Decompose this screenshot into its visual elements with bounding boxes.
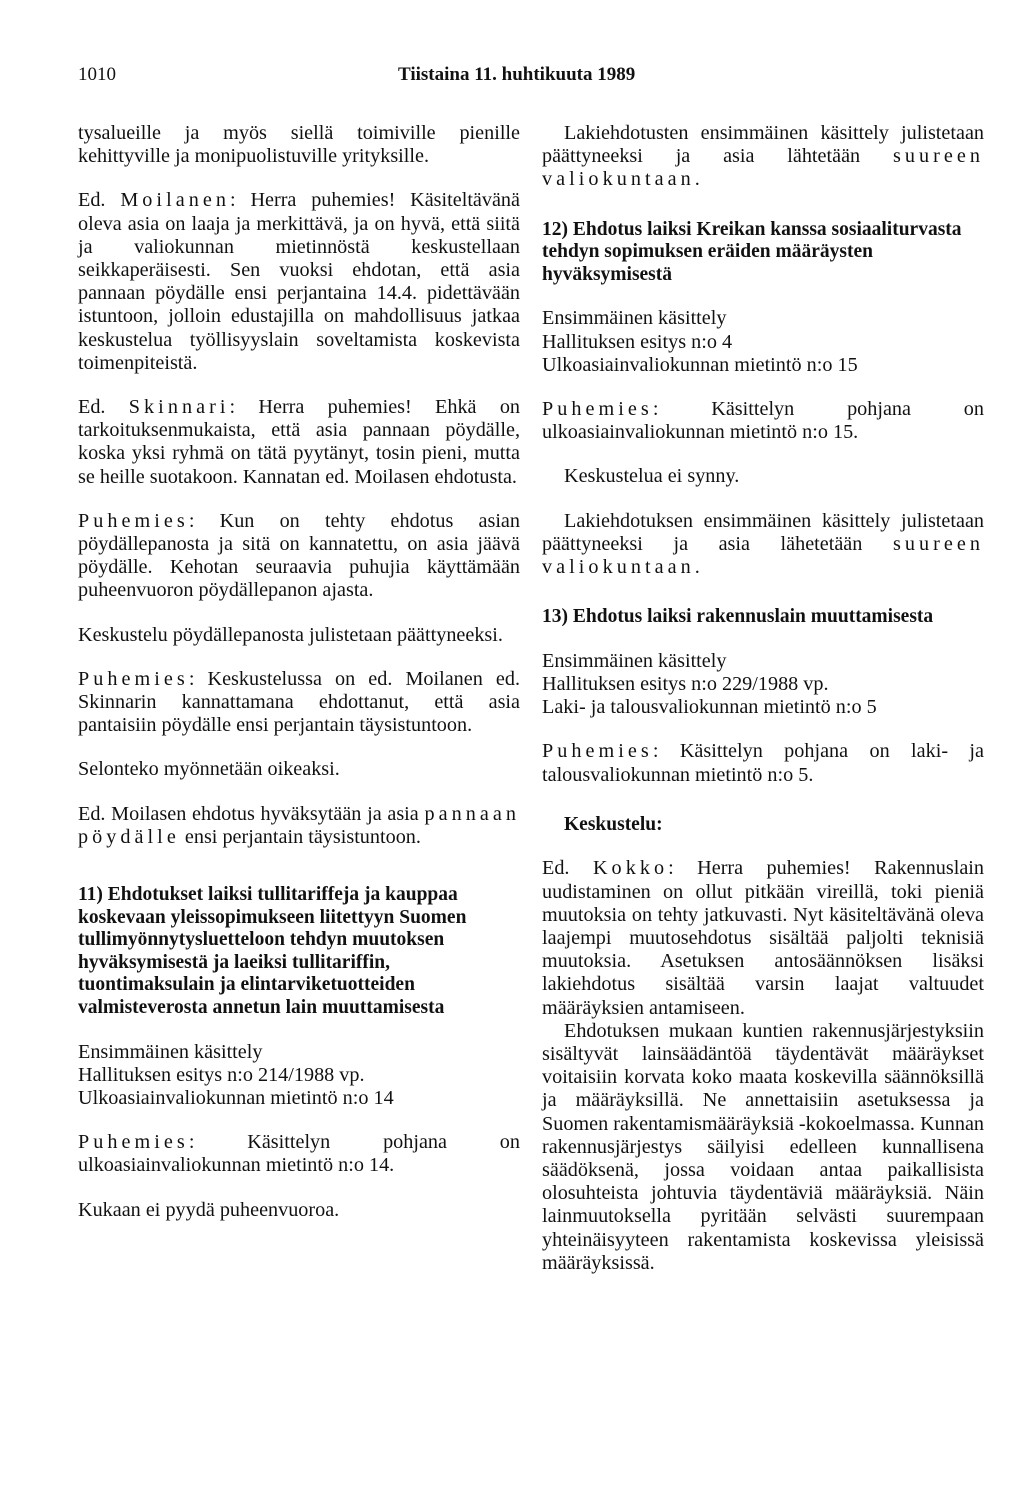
- speech-puhemies: [542, 740, 984, 786]
- page-number: 1010: [78, 64, 116, 85]
- speech-puhemies: [78, 668, 520, 738]
- speech-text: : Kun on tehty ehdotus asian pöydällepanosta ja sitä on kannatettu, on asia jäävä pöydälle. Kehotan seuraavia puhujia käyttämään puheenvuoron pöydällepanon ajasta.: [78, 509, 520, 602]
- speech-puhemies: [542, 398, 984, 444]
- paragraph: Selonteko myönnetään oikeaksi.: [78, 758, 340, 781]
- government-proposal: Hallituksen esitys n:o 4: [542, 330, 733, 353]
- speaker-name: Puhemies: [542, 740, 653, 763]
- paragraph: Keskustelu pöydällepanosta julistetaan päättyneeksi.: [78, 623, 503, 646]
- speaker-name: Puhemies: [78, 509, 189, 532]
- speech-prefix: Ed.: [78, 396, 106, 419]
- speech-moilanen: [78, 189, 520, 375]
- speaker-name: Skinnari: [128, 396, 230, 419]
- paragraph: Kukaan ei pyydä puheenvuoroa.: [78, 1198, 340, 1221]
- paragraph: Keskustelua ei synny.: [564, 465, 740, 488]
- speech-puhemies: [78, 1131, 520, 1177]
- speech-text: : Keskustelussa on ed. Moilanen ed. Skinnarin kannattamana ehdottanut, että asia pantaisiin pöydälle ensi perjantain täysistuntoon.: [78, 667, 520, 737]
- speech-text: : Herra puhemies! Rakennuslain uudistaminen on ollut pitkään vireillä, toki pieniä muutoksia on tehty jatkuvasti. Nyt käsiteltävänä oleva laajempi muutosehdotus sisältää paljolti teknisiä muutoksia. Asetuksen antosäännöksen lisäksi lakiehdotus sisältää varsin laajat valtuudet määräyksien antamiseen.: [542, 857, 984, 1019]
- page-header: [0, 64, 1024, 94]
- text-part: Ed. Moilasen ehdotus hyväksytään ja asia: [78, 802, 419, 825]
- spaced-text: pannaan pöydälle: [78, 802, 521, 848]
- discussion-heading: Keskustelu:: [564, 813, 663, 835]
- speech-puhemies: [78, 510, 520, 603]
- agenda-item-13-heading: 13) Ehdotus laiksi rakennuslain muuttamisesta: [542, 606, 934, 628]
- speaker-name: Puhemies: [78, 667, 189, 690]
- decision-paragraph: [542, 122, 984, 192]
- processing-stage: Ensimmäinen käsittely: [78, 1040, 263, 1063]
- committee-report: Laki- ja talousvaliokunnan mietintö n:o 5: [542, 696, 877, 719]
- agenda-item-12-heading: 12) Ehdotus laiksi Kreikan kanssa sosiaaliturvasta tehdyn sopimuksen eräiden määräysten hyväksymisestä: [542, 218, 962, 285]
- agenda-item-11-heading: 11) Ehdotukset laiksi tullitariffeja ja kauppaa koskevaan yleissopimukseen liitettyyn Suomen tullimyönnytysluetteloon tehdyn muutoksen hyväksymisestä ja laeiksi tullitariffin, tuontimaksulain ja elintarviketuotteiden valmisteverosta annetun lain muuttamisesta: [78, 884, 467, 1019]
- right-column: [542, 122, 984, 1296]
- decision-paragraph: [542, 510, 984, 580]
- speaker-name: Moilanen: [120, 189, 231, 212]
- speaker-name: Puhemies: [542, 398, 653, 420]
- committee-report: Ulkoasiainvaliokunnan mietintö n:o 14: [78, 1087, 394, 1110]
- paragraph: Ehdotuksen mukaan kuntien rakennusjärjestyksiin sisältyvät lainsäädäntöä täydentävät määräykset voitaisiin korvata koko maata koskevilla säännöksillä ja määräyksillä. Ne annettaisiin asetuksessa ja Suomen rakentamismääräyksiä -kokoelmassa. Kunnan rakennusjärjestys säilyisi edelleen kunnallisena säädöksenä, jossa voidaan antaa paikallisista olosuhteista johtuvia täydentäviä määräyksiä. Näin lainmuutoksella pyritään selvästi suurempaan yhteinäisyyteen rakentamista koskevissa yleisissä määräyksissä.: [542, 1019, 984, 1274]
- paragraph: tysalueille ja myös siellä toimiville pienille kehittyville ja monipuolistuville yrityksille.: [78, 122, 520, 168]
- processing-stage: Ensimmäinen käsittely: [542, 649, 727, 672]
- speech-text: : Käsittelyn pohjana on ulkoasiainvaliokunnan mietintö n:o 14.: [78, 1131, 520, 1177]
- running-title: Tiistaina 11. huhtikuuta 1989: [398, 64, 636, 85]
- spaced-text: suureen valiokuntaan.: [542, 145, 984, 191]
- decision-paragraph: [78, 803, 520, 849]
- left-column: [78, 122, 520, 1243]
- committee-report: Ulkoasiainvaliokunnan mietintö n:o 15: [542, 353, 858, 376]
- text-part: Lakiehdotusten ensimmäinen käsittely julistetaan päättyneeksi ja asia lähtetään: [542, 122, 984, 168]
- processing-stage: Ensimmäinen käsittely: [542, 307, 727, 330]
- government-proposal: Hallituksen esitys n:o 229/1988 vp.: [542, 673, 829, 696]
- speech-text: : Herra puhemies! Ehkä on tarkoituksenmukaista, että asia pannaan pöydälle, koska yksi ryhmä on tätä pyytänyt, tosin pieni, mutta se heille suotakoon. Kannatan ed. Moilasen ehdotusta.: [78, 396, 521, 488]
- speech-prefix: Ed.: [78, 189, 106, 212]
- speech-text: : Käsittelyn pohjana on laki- ja talousvaliokunnan mietintö n:o 5.: [542, 740, 984, 786]
- speech-prefix: Ed.: [542, 857, 570, 880]
- speech-skinnari: [78, 396, 520, 489]
- speech-text: : Herra puhemies! Käsiteltävänä oleva asia on laaja ja merkittävä, ja on hyvä, että siitä ja valiokunnan mietinnöstä keskustellaan seikkaperäisesti. Sen vuoksi ehdotan, että asia pannaan pöydälle ensi perjantaina 14.4. pidettävään istuntoon, jolloin edustajilla on mahdollisuus jatkaa keskustelua työllisyyslain soveltamista koskevista toimenpiteistä.: [78, 189, 520, 374]
- speech-text: : Käsittelyn pohjana on ulkoasiainvaliokunnan mietintö n:o 15.: [542, 398, 984, 444]
- spaced-text: suureen valiokuntaan.: [542, 532, 985, 579]
- text-part: ensi perjantain täysistuntoon.: [184, 825, 421, 848]
- speaker-name: Puhemies: [78, 1131, 189, 1154]
- speech-kokko: [542, 857, 984, 1019]
- text-part: Lakiehdotuksen ensimmäinen käsittely julistetaan päättyneeksi ja asia lähetetään: [542, 509, 984, 555]
- government-proposal: Hallituksen esitys n:o 214/1988 vp.: [78, 1063, 365, 1086]
- speaker-name: Kokko: [592, 857, 669, 880]
